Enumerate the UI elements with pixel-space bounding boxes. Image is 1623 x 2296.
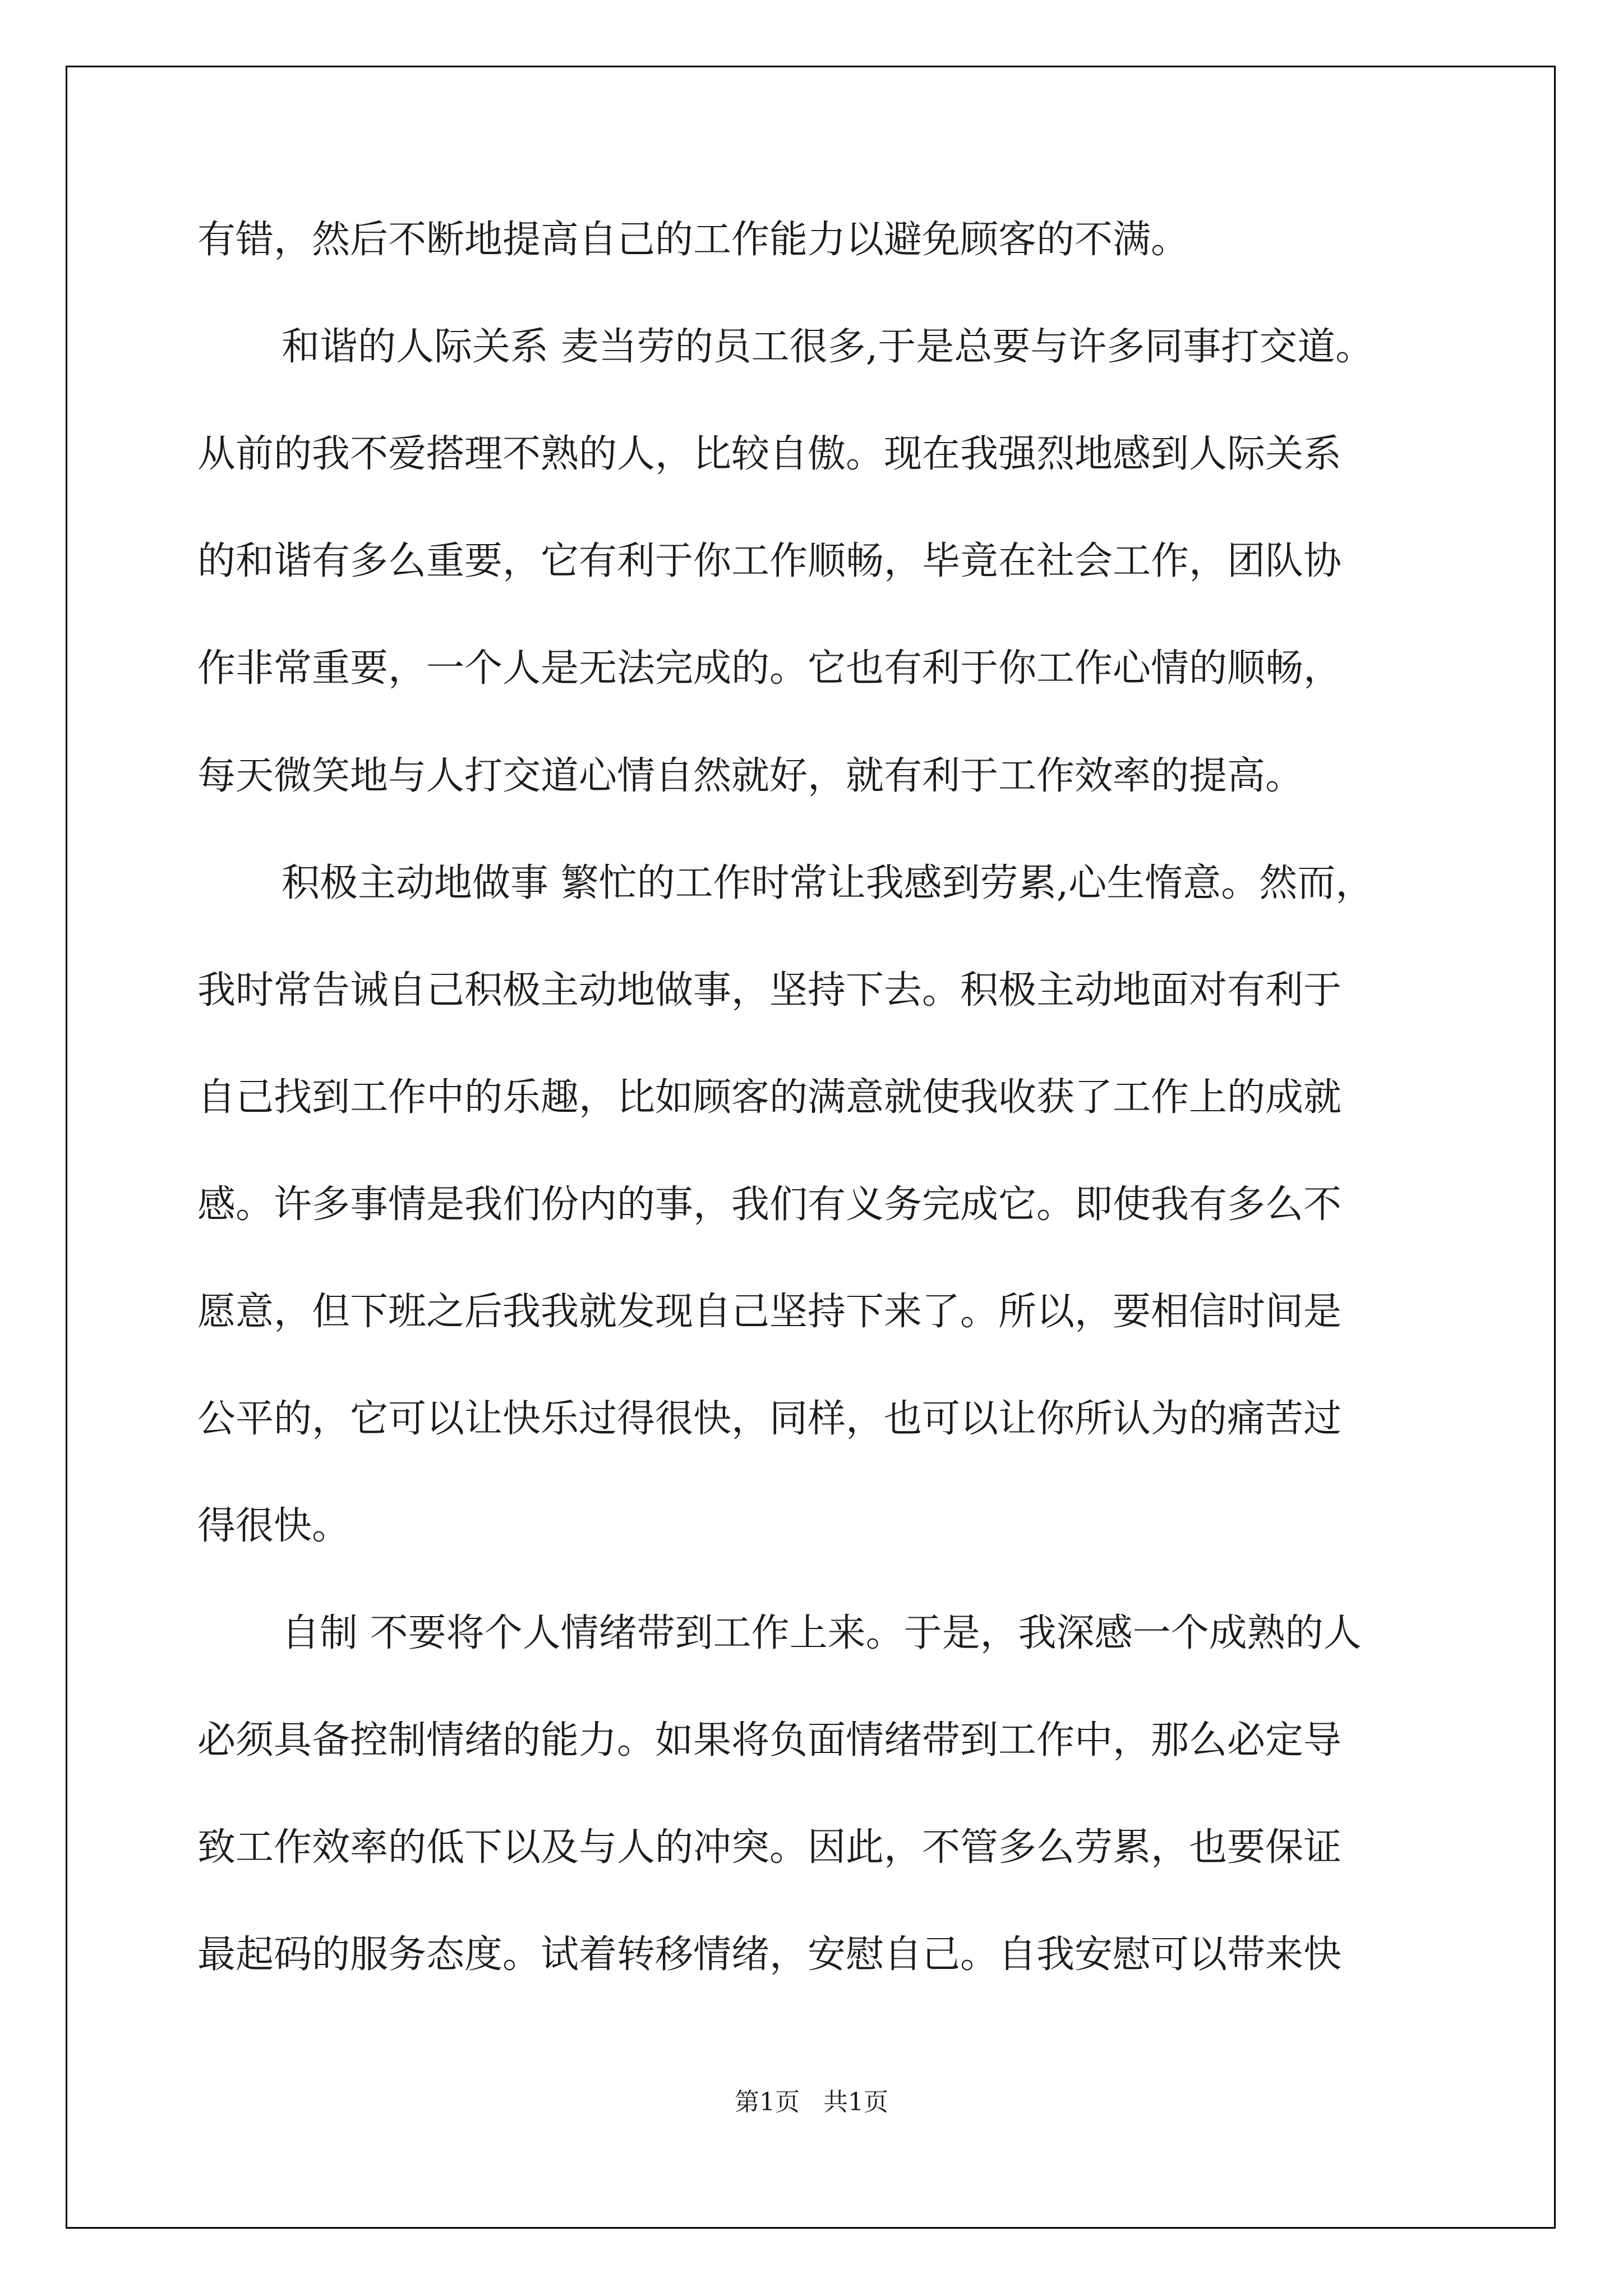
text-line: 致工作效率的低下以及与人的冲突。因此，不管多么劳累，也要保证 xyxy=(197,1825,1342,1870)
text-line: 作非常重要，一个人是无法完成的。它也有利于你工作心情的顺畅， xyxy=(197,646,1342,691)
text-line: 从前的我不爱搭理不熟的人，比较自傲。现在我强烈地感到人际关系 xyxy=(197,432,1342,476)
text-line: 必须具备控制情绪的能力。如果将负面情绪带到工作中，那么必定导 xyxy=(197,1718,1342,1763)
text-line: 公平的，它可以让快乐过得很快，同样，也可以让你所认为的痛苦过 xyxy=(197,1397,1342,1441)
text-line: 自制 不要将个人情绪带到工作上来。于是，我深感一个成熟的人 xyxy=(282,1611,1362,1655)
text-line: 我时常告诫自己积极主动地做事，坚持下去。积极主动地面对有利于 xyxy=(197,968,1342,1013)
text-line: 得很快。 xyxy=(197,1504,351,1548)
text-line: 和谐的人际关系 麦当劳的员工很多,于是总要与许多同事打交道。 xyxy=(282,325,1374,369)
text-line: 积极主动地做事 繁忙的工作时常让我感到劳累,心生惰意。然而， xyxy=(282,861,1374,905)
text-line: 最起码的服务态度。试着转移情绪，安慰自己。自我安慰可以带来快 xyxy=(197,1932,1342,1977)
text-line: 感。许多事情是我们份内的事，我们有义务完成它。即使我有多么不 xyxy=(197,1182,1342,1227)
text-line: 自己找到工作中的乐趣，比如顾客的满意就使我收获了工作上的成就 xyxy=(197,1075,1342,1120)
text-line: 每天微笑地与人打交道心情自然就好，就有利于工作效率的提高。 xyxy=(197,754,1304,798)
text-line: 有错，然后不断地提高自己的工作能力以避免顾客的不满。 xyxy=(197,218,1189,262)
page-border xyxy=(66,66,1556,2229)
text-line: 愿意，但下班之后我我就发现自己坚持下来了。所以，要相信时间是 xyxy=(197,1290,1342,1334)
text-line: 的和谐有多么重要，它有利于你工作顺畅，毕竟在社会工作，团队协 xyxy=(197,539,1342,583)
page-number-footer: 第1页 共1页 xyxy=(735,2088,888,2116)
